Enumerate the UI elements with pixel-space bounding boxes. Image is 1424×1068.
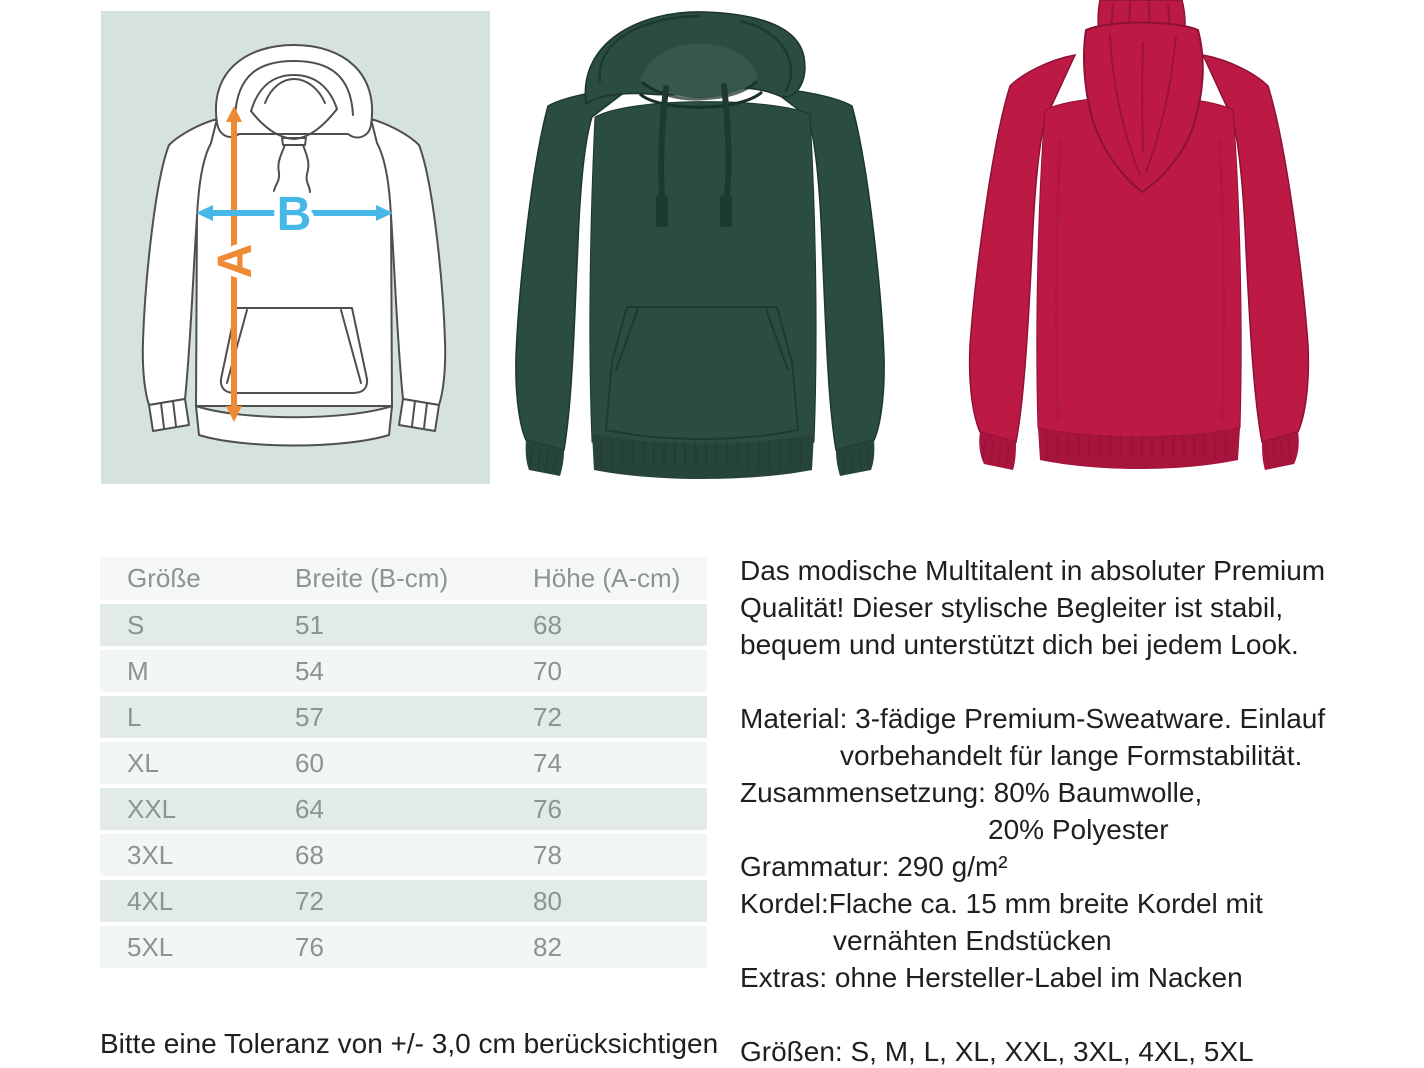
table-cell: 57 [295, 701, 324, 732]
table-cell: 72 [295, 885, 324, 916]
table-cell: 54 [295, 655, 324, 686]
description-line: Größen: S, M, L, XL, XXL, 3XL, 4XL, 5XL [740, 1036, 1254, 1067]
description-line: Zusammensetzung: 80% Baumwolle, [740, 777, 1203, 808]
table-cell: 70 [533, 655, 562, 686]
size-table-row-3xl [100, 834, 707, 876]
hoodie-outline-drawing [143, 45, 445, 446]
hoodie-front-illustration [500, 2, 905, 482]
size-table-row-xl [100, 742, 707, 784]
description-line: Das modische Multitalent in absoluter Premium [740, 555, 1326, 586]
table-cell: 60 [295, 747, 324, 778]
description-line: Kordel:Flache ca. 15 mm breite Kordel mit [740, 888, 1263, 919]
table-cell: 80 [533, 885, 562, 916]
table-cell: 82 [533, 931, 562, 962]
description-blank-line [740, 996, 1424, 1033]
table-cell: 72 [533, 701, 562, 732]
size-table-row-xxl [100, 788, 707, 830]
table-cell: S [127, 609, 145, 640]
table-cell: XXL [127, 793, 177, 824]
description-line: Qualität! Dieser stylische Begleiter ist stabil, [740, 592, 1284, 623]
table-cell: 76 [295, 931, 324, 962]
product-image-front [500, 2, 905, 482]
column-header-groesse: Größe [127, 563, 201, 593]
size-table-row-5xl [100, 926, 707, 968]
size-table-header [100, 557, 707, 600]
table-cell: 78 [533, 839, 562, 870]
column-header-hoehe: Höhe (A-cm) [533, 563, 681, 593]
description-line: vernähten Endstücken [833, 925, 1112, 956]
table-cell: 76 [533, 793, 562, 824]
size-diagram-graphic [101, 11, 490, 484]
table-cell: 4XL [127, 885, 174, 916]
column-header-breite: Breite (B-cm) [295, 563, 449, 593]
table-cell: 68 [533, 609, 562, 640]
description-line: bequem und unterstützt dich bei jedem Look. [740, 629, 1299, 660]
description-blank-line [740, 663, 1424, 700]
description-line: Grammatur: 290 g/m² [740, 851, 1008, 882]
tolerance-note: Bitte eine Toleranz von +/- 3,0 cm berücksichtigen [100, 1028, 719, 1059]
measure-label-b: B [276, 188, 312, 241]
size-table-row-m [100, 650, 707, 692]
table-cell: M [127, 655, 149, 686]
table-cell: 64 [295, 793, 324, 824]
product-image-back [950, 0, 1328, 485]
size-table-rows [100, 604, 707, 968]
description-line: 20% Polyester [988, 814, 1169, 845]
size-table [100, 557, 707, 972]
measure-label-a: A [209, 243, 262, 279]
description-line: Material: 3-fädige Premium-Sweatware. Einlauf [740, 703, 1326, 734]
description-line: Extras: ohne Hersteller-Label im Nacken [740, 962, 1243, 993]
table-cell: XL [127, 747, 159, 778]
table-cell: 3XL [127, 839, 174, 870]
table-cell: 5XL [127, 931, 174, 962]
table-cell: 74 [533, 747, 562, 778]
size-table-row-s [100, 604, 707, 646]
hoodie-back-illustration [950, 0, 1328, 485]
table-cell: 51 [295, 609, 324, 640]
size-table-row-l [100, 696, 707, 738]
description-line: vorbehandelt für lange Formstabilität. [840, 740, 1303, 771]
size-table-row-4xl [100, 880, 707, 922]
table-cell: 68 [295, 839, 324, 870]
table-cell: L [127, 701, 142, 732]
size-diagram [101, 11, 490, 484]
product-description [740, 552, 1424, 1068]
